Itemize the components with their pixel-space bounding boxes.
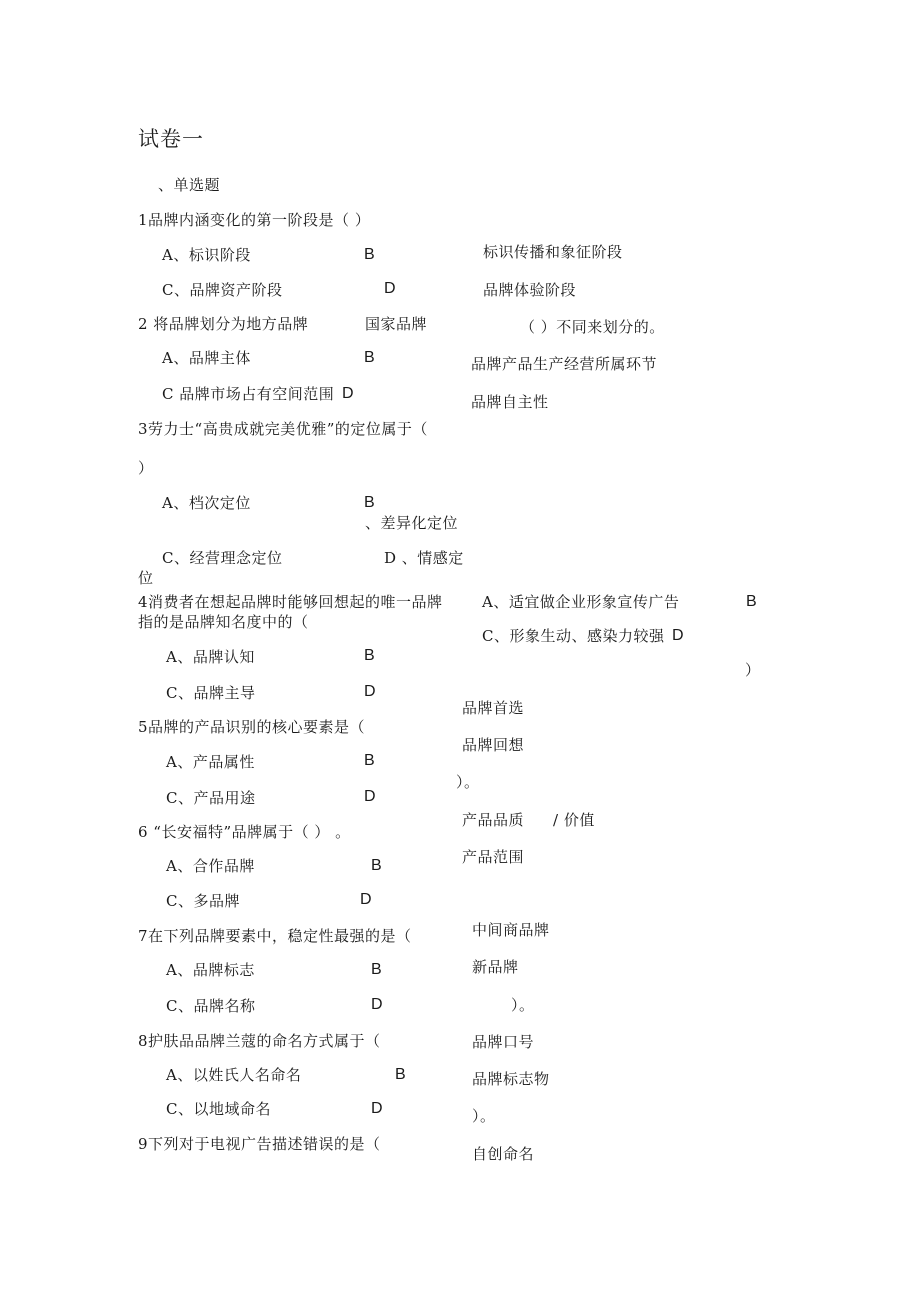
option-d-text: 品牌体验阶段 (483, 281, 577, 299)
option-d-letter: D (384, 280, 397, 297)
question-2: 2 将品牌划分为地方品牌 (138, 315, 309, 333)
option-b-text: 、差异化定位 (365, 514, 459, 532)
option-c: C、品牌主导 (166, 684, 256, 702)
option-d-letter: D (364, 683, 377, 700)
option-c: C、形象生动、感染力较强 (482, 627, 665, 645)
option-b-text: 品牌口号 (472, 1033, 535, 1051)
option-b-text: 品牌产品生产经营所属环节 (471, 355, 658, 373)
option-c: C 品牌市场占有空间范围 (162, 385, 335, 403)
option-a: A、品牌标志 (166, 961, 255, 979)
option-b-text-2: / 价值 (553, 811, 595, 829)
question-8: 8护肤品品牌兰蔻的命名方式属于（ (138, 1032, 381, 1050)
close-paren: ） (745, 661, 761, 679)
option-b-letter: B (364, 752, 376, 769)
question-4: 4消费者在想起品牌时能够回想起的唯一品牌 (138, 593, 443, 611)
option-d-text: 自创命名 (472, 1145, 535, 1163)
question-3-close: ） (138, 459, 154, 477)
option-a: A、适宜做企业形象宣传广告 (482, 593, 680, 611)
option-d-letter: D (364, 788, 377, 805)
option-c: C、经营理念定位 (162, 549, 283, 567)
option-d-letter: D (342, 385, 355, 402)
option-b-text: 标识传播和象征阶段 (483, 243, 623, 261)
option-d-text: 品牌自主性 (471, 393, 549, 411)
option-a: A、标识阶段 (162, 246, 251, 264)
option-c: C、多品牌 (166, 892, 240, 910)
section-heading: 、单选题 (158, 176, 221, 194)
option-b-letter: B (364, 494, 376, 511)
question-5: 5品牌的产品识别的核心要素是（ (138, 718, 366, 736)
exam-title: 试卷一 (138, 127, 204, 151)
option-b-letter: B (371, 961, 383, 978)
question-7: 7在下列品牌要素中，稳定性最强的是（ (138, 927, 412, 945)
close-paren: ）。 (456, 773, 480, 791)
option-d-letter: D (371, 1100, 384, 1117)
option-b-letter: B (364, 647, 376, 664)
option-c: C、品牌名称 (166, 997, 256, 1015)
option-d-text: 品牌标志物 (472, 1070, 550, 1088)
option-c: C、以地域命名 (166, 1100, 271, 1118)
question-3: 3劳力士“高贵成就完美优雅”的定位属于（ (138, 420, 428, 438)
option-d-wrap: 位 (138, 569, 154, 587)
question-6: 6 “长安福特”品牌属于（ ） 。 (138, 823, 351, 841)
option-b-letter: B (395, 1066, 407, 1083)
question-2-part: 国家品牌 (365, 315, 428, 333)
option-c: C、品牌资产阶段 (162, 281, 283, 299)
option-b-letter: B (364, 349, 376, 366)
question-1: 1品牌内涵变化的第一阶段是（ ） (138, 211, 371, 229)
close-paren: ）。 (472, 1107, 496, 1125)
option-d-text: 产品范围 (462, 848, 525, 866)
option-d-letter: D (371, 996, 384, 1013)
option-b-text: 品牌首选 (462, 699, 525, 717)
question-2-tail: （ ）不同来划分的。 (520, 318, 665, 336)
option-d-letter: D (672, 627, 685, 644)
option-a: A、以姓氏人名命名 (166, 1066, 302, 1084)
question-4-line2: 指的是品牌知名度中的（ (138, 613, 309, 631)
option-d: D 、情感定 (384, 549, 464, 567)
option-d-letter: D (360, 891, 373, 908)
question-9: 9下列对于电视广告描述错误的是（ (138, 1135, 381, 1153)
option-b-letter: B (364, 246, 376, 263)
option-a: A、品牌认知 (166, 648, 255, 666)
option-a: A、档次定位 (162, 494, 251, 512)
close-paren: ）。 (511, 996, 535, 1014)
option-a: A、产品属性 (166, 753, 255, 771)
option-c: C、产品用途 (166, 789, 256, 807)
option-b-text: 产品品质 (462, 811, 525, 829)
option-a: A、合作品牌 (166, 857, 255, 875)
option-b-letter: B (746, 593, 758, 610)
option-a: A、品牌主体 (162, 349, 251, 367)
option-b-text: 中间商品牌 (472, 921, 550, 939)
option-d-text: 品牌回想 (462, 736, 525, 754)
option-b-letter: B (371, 857, 383, 874)
option-d-text: 新品牌 (472, 958, 519, 976)
